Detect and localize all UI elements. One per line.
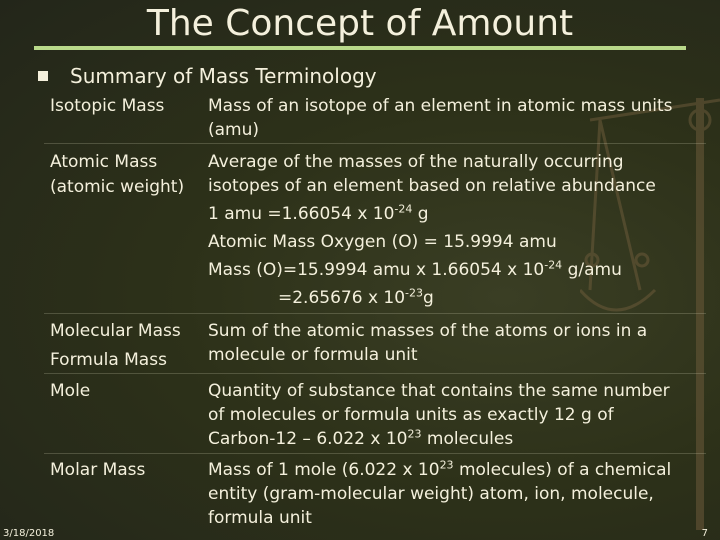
term-atomic-mass <box>50 150 184 200</box>
def-line: molecule or formula unit <box>208 345 418 365</box>
def-line: formula unit <box>208 508 312 528</box>
term-isotopic-mass <box>50 94 164 119</box>
def-mole <box>208 379 708 451</box>
oxygen-calc: Mass (O)=15.9994 amu x 1.66054 x $10^{-24}$ g/amu <box>208 258 622 280</box>
bullet-square-icon <box>38 71 48 81</box>
def-isotopic-mass <box>208 94 708 142</box>
term-molar-mass <box>50 458 145 483</box>
term-line: Formula Mass <box>50 350 167 370</box>
row-divider <box>44 313 706 314</box>
row-divider <box>44 373 706 374</box>
bullet-text: Summary of Mass Terminology <box>70 64 377 88</box>
def-molar-mass <box>208 458 708 530</box>
def-line: isotopes of an element based on relative abundance <box>208 176 656 196</box>
def-line: Sum of the atomic masses of the atoms or ions in a <box>208 321 648 341</box>
row-divider <box>44 453 706 454</box>
term-mole <box>50 379 90 404</box>
term-line: (atomic weight) <box>50 177 185 197</box>
slide-title: The Concept of Amount <box>146 3 574 44</box>
carbon-line: Carbon-12 – 6.022 x $10^{23}$ molecules <box>208 427 514 449</box>
def-line: Mass of 1 mole (6.022 x $10^{23}$ molecules) of a chemical <box>208 458 672 480</box>
term-line: Molar Mass <box>50 460 146 480</box>
def-molecular-mass <box>208 319 708 367</box>
def-line: of molecules or formula units as exactly 12 g of <box>208 405 614 425</box>
term-line: Atomic Mass <box>50 152 158 172</box>
row-divider <box>44 143 706 144</box>
def-text: Mass of an isotope of an element in atomic mass units (amu) <box>208 96 673 140</box>
term-line: Mole <box>50 381 91 401</box>
def-line: Average of the masses of the naturally occurring <box>208 152 624 172</box>
def-atomic-mass <box>208 150 708 310</box>
bullet-heading <box>38 64 377 88</box>
term-line: Isotopic Mass <box>50 96 165 116</box>
amu-conversion: 1 amu =1.66054 x $10^{-24}$ g <box>208 202 429 224</box>
def-line: Quantity of substance that contains the same number <box>208 381 670 401</box>
page-number: 7 <box>701 528 708 539</box>
footer-date: 3/18/2018 <box>3 528 55 539</box>
def-line: entity (gram-molecular weight) atom, ion, molecule, <box>208 484 654 504</box>
term-molecular-mass <box>50 319 181 373</box>
oxygen-result: =2.65676 x $10^{-23}g$ <box>278 286 434 308</box>
oxygen-mass: Atomic Mass Oxygen (O) = 15.9994 amu <box>208 232 557 252</box>
title-underline <box>34 46 686 50</box>
term-line: Molecular Mass <box>50 321 181 341</box>
